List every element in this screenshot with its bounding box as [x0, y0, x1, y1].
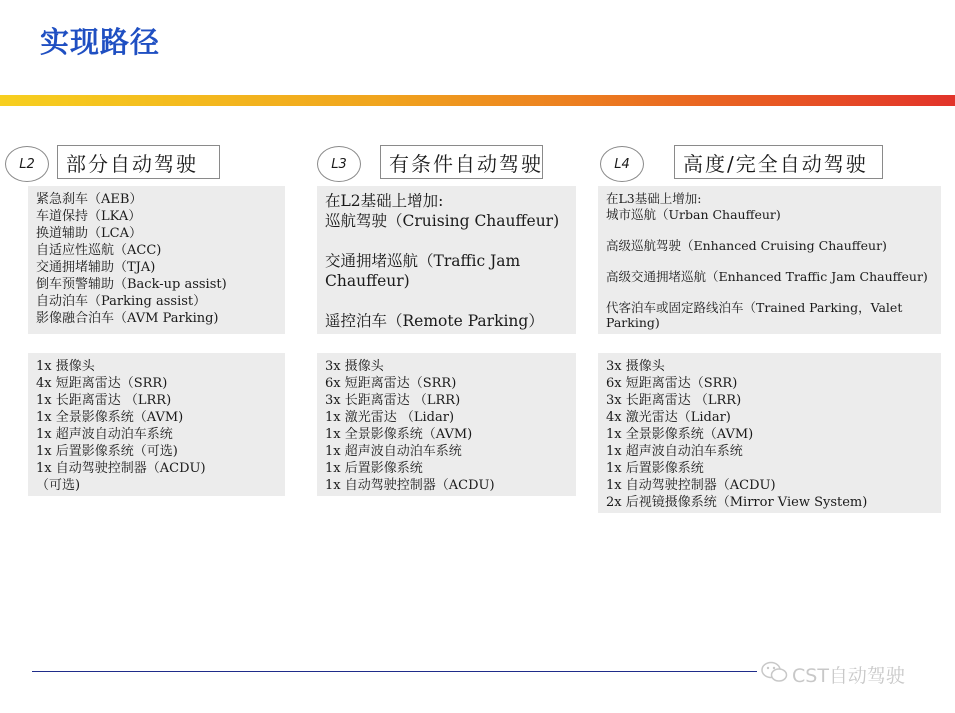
- sensor-item: 1x 超声波自动泊车系统: [606, 444, 743, 459]
- feature-item: 巡航驾驶（Cruising Chauffeur): [325, 212, 560, 230]
- sensors-box-l4: [598, 353, 941, 513]
- feature-item: 交通拥堵辅助（TJA): [36, 260, 156, 275]
- sensor-item: 1x 摄像头: [36, 359, 95, 374]
- sensor-item: 2x 后视镜摄像系统（Mirror View System): [606, 495, 868, 510]
- feature-item: 代客泊车或固定路线泊车（Trained Parking，Valet: [606, 299, 903, 315]
- page-title: 实现路径: [40, 25, 161, 59]
- feature-item: 紧急刹车（AEB）: [36, 192, 143, 207]
- feature-item: 高级巡航驾驶（Enhanced Cruising Chauffeur): [606, 237, 887, 253]
- level-badge-l3: L3: [317, 146, 361, 182]
- level-title-l3: 有条件自动驾驶: [380, 145, 543, 179]
- sensor-item: 3x 长距离雷达 （LRR): [606, 393, 742, 408]
- sensor-item: 1x 自动驾驶控制器（ACDU): [36, 461, 206, 476]
- feature-item: 倒车预警辅助（Back-up assist): [36, 277, 227, 292]
- sensor-item: 6x 短距离雷达（SRR): [325, 376, 457, 391]
- sensor-item: 1x 全景影像系统（AVM): [606, 427, 754, 442]
- sensor-item: 4x 激光雷达（Lidar): [606, 410, 731, 425]
- sensor-item: 1x 自动驾驶控制器（ACDU): [606, 478, 776, 493]
- sensors-box-l2: [28, 353, 285, 496]
- feature-spacer: [325, 231, 568, 251]
- feature-spacer: [606, 284, 933, 300]
- watermark: [760, 660, 905, 689]
- sensors-box-l3: [317, 353, 576, 496]
- feature-item: 遥控泊车（Remote Parking）: [325, 312, 544, 330]
- sensor-item: 1x 后置影像系统（可选): [36, 444, 178, 459]
- feature-item: 在L3基础上增加:: [606, 191, 702, 206]
- level-badge-l2: L2: [5, 146, 49, 182]
- features-box-l3: [317, 186, 576, 334]
- level-title-l4: 高度/完全自动驾驶: [674, 145, 883, 179]
- feature-item: 交通拥堵巡航（Traffic Jam: [325, 252, 521, 270]
- wechat-icon: [760, 660, 792, 689]
- sensor-item: （可选): [36, 478, 81, 493]
- sensor-item: 3x 摄像头: [325, 359, 384, 374]
- footer-divider: [32, 671, 757, 672]
- feature-item: 自适应性巡航（ACC): [36, 243, 162, 258]
- feature-spacer: [606, 222, 933, 238]
- sensor-item: 1x 长距离雷达 （LRR): [36, 393, 172, 408]
- sensor-item: 3x 长距离雷达 （LRR): [325, 393, 461, 408]
- sensor-item: 1x 超声波自动泊车系统: [36, 427, 173, 442]
- feature-item: 影像融合泊车（AVM Parking): [36, 311, 219, 326]
- feature-spacer: [606, 253, 933, 269]
- sensor-item: 1x 自动驾驶控制器（ACDU): [325, 478, 495, 493]
- features-box-l4: [598, 186, 941, 334]
- sensor-item: 1x 全景影像系统（AVM): [325, 427, 473, 442]
- feature-item: Parking): [606, 315, 660, 330]
- gradient-divider: [0, 95, 955, 106]
- watermark-text: CST自动驾驶: [792, 665, 905, 687]
- sensor-item: 1x 后置影像系统: [606, 461, 704, 476]
- sensor-item: 4x 短距离雷达（SRR): [36, 376, 168, 391]
- feature-item: 城市巡航（Urban Chauffeur): [606, 206, 781, 222]
- sensor-item: 3x 摄像头: [606, 359, 665, 374]
- feature-item: 高级交通拥堵巡航（Enhanced Traffic Jam Chauffeur): [606, 268, 928, 284]
- sensor-item: 1x 后置影像系统: [325, 461, 423, 476]
- sensor-item: 1x 全景影像系统（AVM): [36, 410, 184, 425]
- feature-item: Chauffeur): [325, 272, 410, 290]
- sensor-item: 1x 超声波自动泊车系统: [325, 444, 462, 459]
- level-badge-l4: L4: [600, 146, 644, 182]
- level-title-l2: 部分自动驾驶: [57, 145, 220, 179]
- sensor-item: 1x 激光雷达 （Lidar): [325, 410, 455, 425]
- features-box-l2: [28, 186, 285, 334]
- feature-item: 自动泊车（Parking assist）: [36, 294, 207, 309]
- sensor-item: 6x 短距离雷达（SRR): [606, 376, 738, 391]
- feature-item: 在L2基础上增加:: [325, 192, 444, 210]
- feature-spacer: [325, 291, 568, 311]
- feature-item: 换道辅助（LCA）: [36, 226, 142, 241]
- feature-item: 车道保持（LKA）: [36, 209, 142, 224]
